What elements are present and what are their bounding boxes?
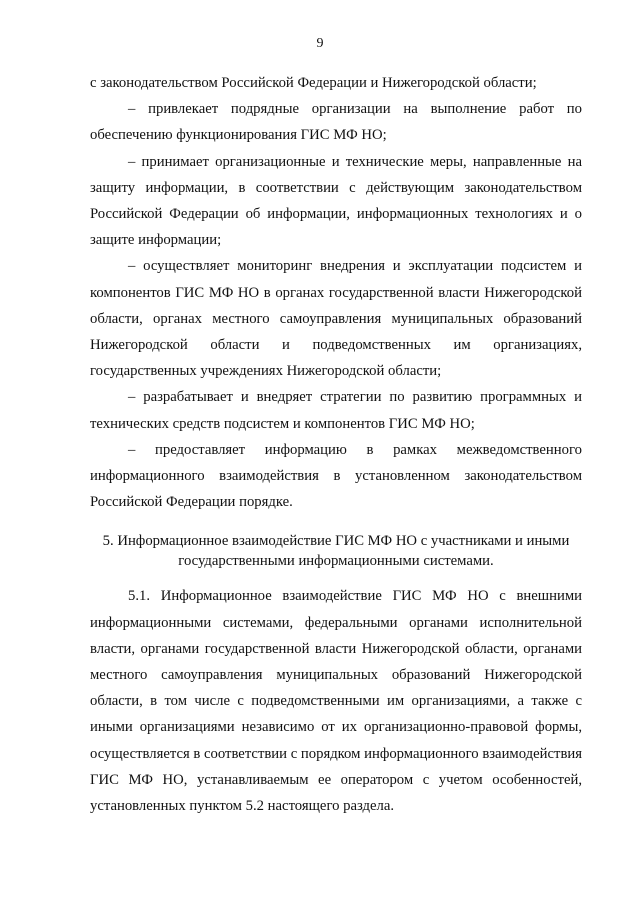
section-heading [90,531,582,571]
paragraph-5-1: 5.1. Информационное взаимодействие ГИС МФ НО с внешними информационными системами, федеральными органами исполнительной власти, органами государственной власти Нижегородской области, органами местного самоуправления муниципальных образований Нижегородской области, в том числе с подведомственными им организациями, а также с иными организациями независимо от их организационно-правовой формы, осуществляется в соответствии с порядком информационного взаимодействия ГИС МФ НО, устанавливаемым ее оператором с учетом особенностей, установленных пунктом 5.2 настоящего раздела. [90,588,582,815]
document-body [90,70,582,819]
paragraph-security-measures: – принимает организационные и технические меры, направленные на защиту информации, в соответствии с действующим законодательством Российской Федерации об информации, информационных технологиях и о защите информации; [90,153,582,249]
paragraph-continuation: с законодательством Российской Федерации и Нижегородской области; [90,75,537,91]
paragraph-information-sharing: – предоставляет информацию в рамках межведомственного информационного взаимодействия в установленном законодательством Российской Федерации порядке. [90,441,582,511]
page-number: 9 [316,36,324,51]
paragraph-monitoring: – осуществляет мониторинг внедрения и эксплуатации подсистем и компонентов ГИС МФ НО в органах государственной власти Нижегородской области, органах местного самоуправления муниципальных образований Нижегородской области и подведомственных им организациях, государственных учреждениях Нижегородской области; [90,258,582,380]
section-heading-line-1: 5. Информационное взаимодействие ГИС МФ НО с участниками и иными [102,533,570,550]
paragraph-strategies: – разрабатывает и внедряет стратегии по развитию программных и технических средств подсистем и компонентов ГИС МФ НО; [90,389,582,432]
section-heading-line-2: государственными информационными системами. [178,553,494,570]
paragraph-contractors: – привлекает подрядные организации на выполнение работ по обеспечению функционирования ГИС МФ НО; [90,101,582,144]
